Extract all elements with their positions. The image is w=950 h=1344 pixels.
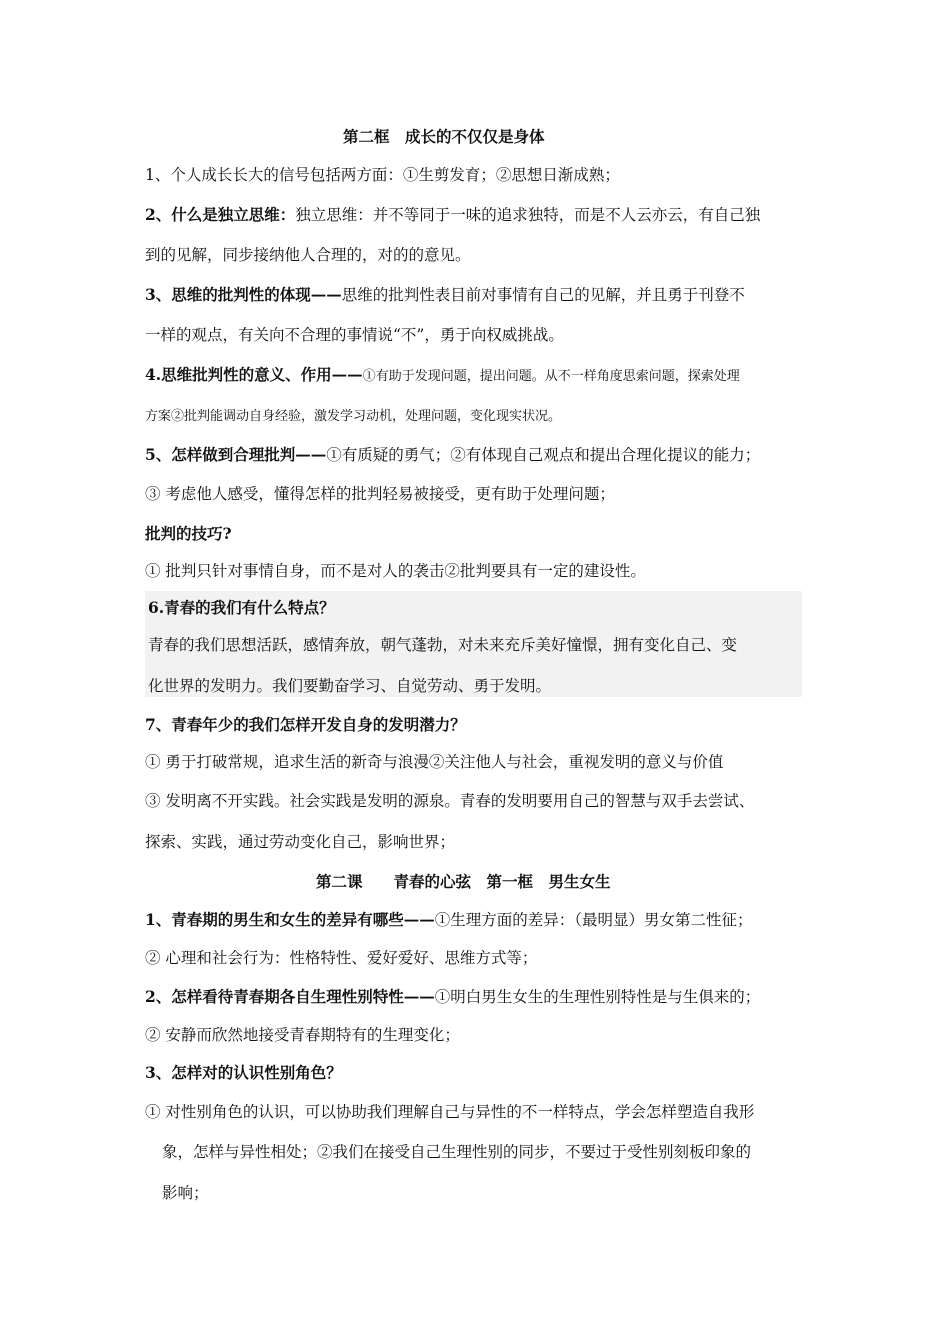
item-2-text: 独立思维：并不等同于一味的追求独特，而是不人云亦云，有自己独 (295, 206, 761, 224)
item-2-line-1 (145, 205, 760, 225)
part-2-text: ①明白男生女生的生理性别特性是与生俱来的； (434, 988, 761, 1006)
item-6-line-1: 青春的我们思想活跃，感情奔放，朝气蓬勃，对未来充斥美好憧憬，拥有变化自己、变 (148, 636, 738, 654)
item-5-text: ①有质疑的勇气；②有体现自己观点和提出合理化提议的能力； (326, 446, 761, 464)
part-3-line-1: ① 对性别角色的认识，可以协助我们理解自己与异性的不一样特点，学会怎样塑造自我形 (145, 1103, 755, 1121)
item-3-line-1 (145, 285, 745, 305)
part-3-line-3: 影响； (162, 1184, 209, 1202)
tips-text: ① 批判只针对事情自身，而不是对人的袭击②批判要具有一定的建设性。 (145, 562, 646, 580)
item-6-heading: 6.青春的我们有什么特点？ (148, 598, 335, 617)
item-4-line-1 (145, 365, 740, 387)
item-3-heading: 3、思维的批判性的体现—— (145, 285, 342, 304)
item-7-line-1: ① 勇于打破常规，追求生活的新奇与浪漫②关注他人与社会，重视发明的意义与价值 (145, 753, 724, 771)
item-2-heading: 2、什么是独立思维： (145, 205, 296, 224)
item-3-line-2: 一样的观点，有关向不合理的事情说“不”，勇于向权威挑战。 (145, 326, 564, 344)
item-4-line-2: 方案②批判能调动自身经验，激发学习动机，处理问题，变化现实状况。 (145, 409, 562, 424)
item-2-line-2: 到的见解，同步接纳他人合理的，对的的意见。 (145, 246, 471, 264)
item-7-line-3: 探索、实践，通过劳动变化自己，影响世界； (145, 833, 456, 851)
item-5-line-2: ③ 考虑他人感受，懂得怎样的批判轻易被接受，更有助于处理问题； (145, 485, 615, 503)
item-5-heading: 5、怎样做到合理批判—— (145, 445, 327, 464)
section-title-1: 第二框 成长的不仅仅是身体 (343, 127, 545, 146)
part-2-line-2: ② 安静而欣然地接受青春期特有的生理变化； (145, 1026, 460, 1044)
item-7-heading: 7、青春年少的我们怎样开发自身的发明潜力？ (145, 715, 466, 734)
part-1-heading: 1、青春期的男生和女生的差异有哪些—— (145, 910, 435, 929)
item-4-text: ①有助于发现问题，提出问题。从不一样角度思索问题，探索处理 (362, 369, 740, 384)
item-6-line-2: 化世界的发明力。我们要勤奋学习、自觉劳动、勇于发明。 (148, 677, 552, 695)
part-1-text: ①生理方面的差异：（最明显）男女第二性征； (434, 911, 753, 929)
part-3-heading: 3、怎样对的认识性别角色？ (145, 1063, 342, 1082)
item-4-heading: 4.思维批判性的意义、作用—— (145, 365, 363, 384)
section-title-2: 第二课 青春的心弦 第一框 男生女生 (316, 872, 611, 891)
item-5-line-1 (145, 445, 760, 465)
item-3-text: 思维的批判性表目前对事情有自己的见解，并且勇于刊登不 (341, 286, 745, 304)
part-2-heading: 2、怎样看待青春期各自生理性别特性—— (145, 987, 435, 1006)
part-1-line-1 (145, 910, 753, 930)
tips-heading: 批判的技巧? (145, 524, 232, 543)
part-3-line-2: 象，怎样与异性相处；②我们在接受自己生理性别的同步，不要过于受性别刻板印象的 (162, 1143, 752, 1161)
part-2-line-1 (145, 987, 760, 1007)
part-1-line-2: ② 心理和社会行为：性格特性、爱好爱好、思维方式等； (145, 949, 538, 967)
item-7-line-2: ③ 发明离不开实践。社会实践是发明的源泉。青春的发明要用自己的智慧与双手去尝试、 (145, 792, 755, 810)
item-1: 1、个人成长长大的信号包括两方面：①生剪发育；②思想日渐成熟； (145, 166, 620, 184)
